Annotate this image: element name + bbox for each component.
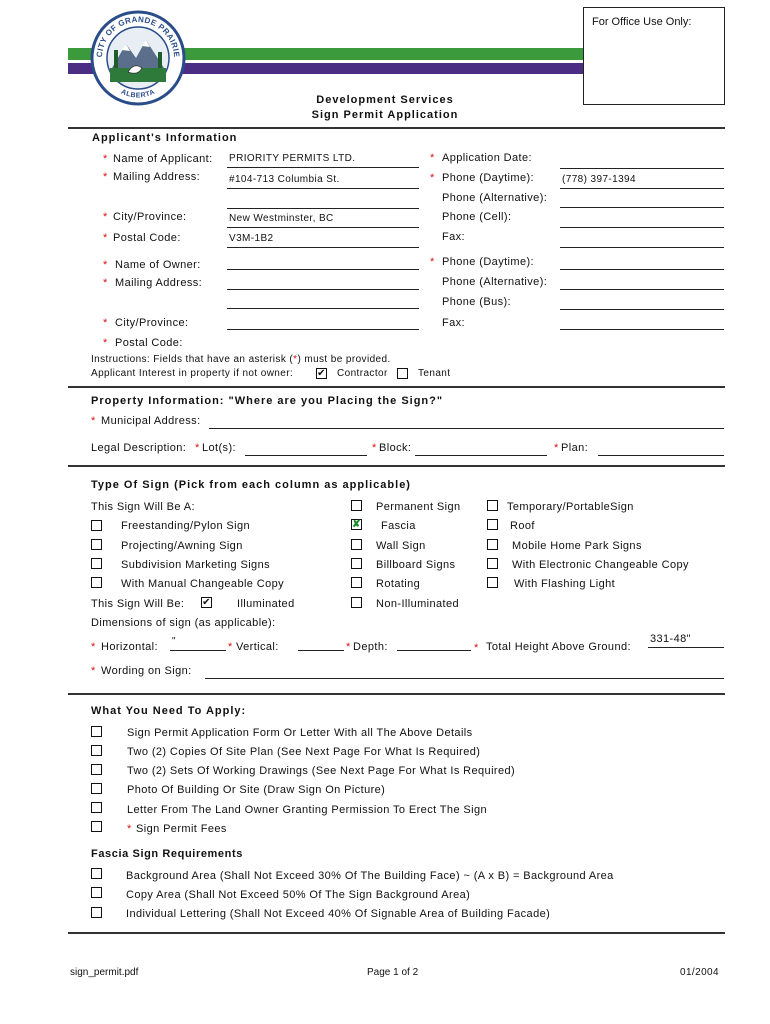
- mobile-home-checkbox[interactable]: [487, 539, 498, 550]
- apply-item: Two (2) Sets Of Working Drawings (See Next Page For What Is Required): [127, 765, 516, 777]
- postal-code-field[interactable]: V3M-1B2: [227, 233, 419, 248]
- mailing-address-field[interactable]: #104-713 Columbia St.: [227, 174, 419, 189]
- owner-postal-label: Postal Code:: [115, 337, 183, 349]
- phone-alternative-label: Phone (Alternative):: [442, 192, 548, 204]
- freestanding-label: Freestanding/Pylon Sign: [121, 520, 251, 532]
- mailing-address-label: Mailing Address:: [113, 171, 201, 183]
- instructions-asterisk: *: [293, 354, 298, 365]
- required-mark: *: [474, 642, 479, 654]
- billboard-checkbox[interactable]: [351, 558, 362, 569]
- logo-bottom-text: ALBERTA: [119, 88, 157, 100]
- required-mark: *: [127, 823, 132, 835]
- fascia-req-checkbox[interactable]: [91, 887, 102, 898]
- owner-phone-alternative-label: Phone (Alternative):: [442, 276, 548, 288]
- instructions-text-a: Instructions: Fields that have an asterisk (: [91, 354, 294, 365]
- temporary-checkbox[interactable]: [487, 500, 498, 511]
- apply-item: Letter From The Land Owner Granting Permission To Erect The Sign: [127, 804, 488, 816]
- form-title: Sign Permit Application: [311, 109, 459, 121]
- fascia-heading: Fascia Sign Requirements: [91, 848, 243, 860]
- depth-field[interactable]: [397, 636, 471, 651]
- plan-field[interactable]: [598, 441, 724, 456]
- applicant-heading: Applicant's Information: [92, 132, 238, 144]
- required-mark: *: [195, 442, 200, 454]
- owner-city-field[interactable]: [227, 315, 419, 330]
- fascia-checkbox[interactable]: ✘: [352, 519, 361, 530]
- owner-phone-daytime-field[interactable]: [560, 255, 724, 270]
- wall-sign-checkbox[interactable]: [351, 539, 362, 550]
- sign-type-heading: Type Of Sign (Pick from each column as applicable): [91, 479, 411, 491]
- tenant-label: Tenant: [418, 368, 451, 379]
- permanent-checkbox[interactable]: [351, 500, 362, 511]
- fax-field[interactable]: [560, 233, 724, 248]
- vertical-field[interactable]: [298, 636, 344, 651]
- fascia-req-item: Copy Area (Shall Not Exceed 50% Of The Sign Background Area): [126, 889, 471, 901]
- apply-item: Photo Of Building Or Site (Draw Sign On Picture): [127, 784, 386, 796]
- property-heading: Property Information: "Where are you Placing the Sign?": [91, 395, 444, 407]
- horizontal-label: Horizontal:: [101, 641, 158, 653]
- phone-alternative-field[interactable]: [560, 193, 724, 208]
- illuminated-checkbox[interactable]: ✔: [202, 597, 211, 608]
- contractor-label: Contractor: [337, 368, 388, 379]
- tenant-checkbox[interactable]: [397, 368, 408, 379]
- fascia-label: Fascia: [381, 520, 416, 532]
- logo-top-text: CITY OF GRANDE PRAIRIE: [94, 14, 182, 58]
- postal-code-label: Postal Code:: [113, 232, 181, 244]
- required-mark: *: [372, 442, 377, 454]
- owner-mailing-field-2[interactable]: [227, 294, 419, 309]
- lot-field[interactable]: [245, 441, 367, 456]
- owner-phone-bus-label: Phone (Bus):: [442, 296, 512, 308]
- owner-mailing-label: Mailing Address:: [115, 277, 203, 289]
- owner-fax-field[interactable]: [560, 315, 724, 330]
- total-height-field[interactable]: 331-48": [648, 633, 724, 648]
- mailing-address-field-2[interactable]: [227, 194, 419, 209]
- fax-label: Fax:: [442, 231, 465, 243]
- municipal-address-label: Municipal Address:: [101, 415, 201, 427]
- footer-page: Page 1 of 2: [367, 967, 419, 978]
- apply-checkbox[interactable]: [91, 783, 102, 794]
- application-date-field[interactable]: [560, 154, 724, 169]
- owner-mailing-field[interactable]: [227, 275, 419, 290]
- wording-field[interactable]: [205, 664, 724, 679]
- non-illuminated-checkbox[interactable]: [351, 597, 362, 608]
- electronic-copy-label: With Electronic Changeable Copy: [512, 559, 689, 571]
- phone-cell-field[interactable]: [560, 213, 724, 228]
- required-mark: *: [103, 211, 108, 223]
- wall-sign-label: Wall Sign: [376, 540, 426, 552]
- projecting-label: Projecting/Awning Sign: [121, 540, 243, 552]
- owner-fax-label: Fax:: [442, 317, 465, 329]
- fascia-req-item: Individual Lettering (Shall Not Exceed 40% Of Signable Area of Building Facade): [126, 908, 551, 920]
- apply-item: Two (2) Copies Of Site Plan (See Next Page For What Is Required): [127, 746, 481, 758]
- office-use-box: [583, 7, 725, 105]
- projecting-checkbox[interactable]: [91, 539, 102, 550]
- divider-4: [68, 693, 725, 695]
- roof-label: Roof: [510, 520, 535, 532]
- instructions-text-b: ) must be provided.: [297, 354, 391, 365]
- illuminated-label: Illuminated: [237, 598, 295, 610]
- required-mark: *: [103, 317, 108, 329]
- total-height-label: Total Height Above Ground:: [486, 641, 631, 653]
- manual-copy-label: With Manual Changeable Copy: [121, 578, 285, 590]
- required-mark: *: [228, 641, 233, 653]
- required-mark: *: [430, 256, 435, 268]
- fascia-req-checkbox[interactable]: [91, 868, 102, 879]
- phone-daytime-field[interactable]: (778) 397-1394: [560, 174, 724, 189]
- required-mark: *: [554, 442, 559, 454]
- wording-label: Wording on Sign:: [101, 665, 192, 677]
- name-of-owner-field[interactable]: [227, 255, 419, 270]
- required-mark: *: [346, 641, 351, 653]
- required-mark: *: [103, 337, 108, 349]
- rotating-checkbox[interactable]: [351, 577, 362, 588]
- city-province-field[interactable]: New Westminster, BC: [227, 213, 419, 228]
- required-mark: *: [103, 153, 108, 165]
- required-mark: *: [91, 641, 96, 653]
- name-of-applicant-label: Name of Applicant:: [113, 153, 213, 165]
- office-use-label: For Office Use Only:: [592, 16, 692, 28]
- roof-checkbox[interactable]: [487, 519, 498, 530]
- phone-cell-label: Phone (Cell):: [442, 211, 512, 223]
- required-mark: *: [91, 415, 96, 427]
- owner-city-label: City/Province:: [115, 317, 189, 329]
- legal-description-label: Legal Description:: [91, 442, 187, 454]
- required-mark: *: [103, 171, 108, 183]
- plan-label: Plan:: [561, 442, 589, 454]
- applicant-interest-label: Applicant Interest in property if not owner:: [91, 368, 294, 379]
- temporary-label: Temporary/PortableSign: [507, 501, 634, 513]
- mobile-home-label: Mobile Home Park Signs: [512, 540, 642, 552]
- required-mark: *: [103, 259, 108, 271]
- owner-phone-alternative-field[interactable]: [560, 275, 724, 290]
- flashing-light-label: With Flashing Light: [514, 578, 616, 590]
- apply-heading: What You Need To Apply:: [91, 705, 247, 717]
- required-mark: *: [103, 232, 108, 244]
- apply-checkbox[interactable]: [91, 745, 102, 756]
- manual-copy-checkbox[interactable]: [91, 577, 102, 588]
- contractor-checkbox[interactable]: ✔: [317, 368, 326, 379]
- name-of-owner-label: Name of Owner:: [115, 259, 201, 271]
- apply-checkbox[interactable]: [91, 764, 102, 775]
- subdivision-checkbox[interactable]: [91, 558, 102, 569]
- footer-file: sign_permit.pdf: [70, 967, 139, 978]
- flashing-light-checkbox[interactable]: [487, 577, 498, 588]
- lot-label: Lot(s):: [202, 442, 236, 454]
- owner-phone-daytime-label: Phone (Daytime):: [442, 256, 534, 268]
- apply-item: Sign Permit Fees: [136, 823, 227, 835]
- divider-3: [68, 465, 725, 467]
- dept-title: Development Services: [316, 94, 454, 106]
- electronic-copy-checkbox[interactable]: [487, 558, 498, 569]
- freestanding-checkbox[interactable]: [91, 520, 102, 531]
- footer-date: 01/2004: [680, 967, 719, 978]
- subdivision-label: Subdivision Marketing Signs: [121, 559, 270, 571]
- application-date-label: Application Date:: [442, 152, 532, 164]
- municipal-address-field[interactable]: [209, 414, 724, 429]
- depth-label: Depth:: [353, 641, 388, 653]
- owner-phone-bus-field[interactable]: [560, 295, 724, 310]
- will-be-a-label: This Sign Will Be A:: [91, 501, 195, 513]
- permanent-label: Permanent Sign: [376, 501, 461, 513]
- vertical-label: Vertical:: [236, 641, 279, 653]
- apply-checkbox[interactable]: [91, 821, 102, 832]
- non-illuminated-label: Non-Illuminated: [376, 598, 460, 610]
- divider-2: [68, 386, 725, 388]
- apply-checkbox[interactable]: [91, 802, 102, 813]
- required-mark: *: [91, 665, 96, 677]
- phone-daytime-label: Phone (Daytime):: [442, 172, 534, 184]
- required-mark: *: [430, 152, 435, 164]
- block-field[interactable]: [415, 441, 547, 456]
- block-label: Block:: [379, 442, 412, 454]
- instructions: [91, 354, 391, 365]
- divider-1: [68, 127, 725, 129]
- apply-checkbox[interactable]: [91, 726, 102, 737]
- required-mark: *: [430, 172, 435, 184]
- city-logo: [88, 6, 188, 108]
- dimensions-label: Dimensions of sign (as applicable):: [91, 617, 276, 629]
- fascia-req-checkbox[interactable]: [91, 907, 102, 918]
- name-of-applicant-field[interactable]: PRIORITY PERMITS LTD.: [227, 153, 419, 168]
- required-mark: *: [103, 277, 108, 289]
- fascia-req-item: Background Area (Shall Not Exceed 30% Of The Building Face) ~ (A x B) = Background Area: [126, 870, 614, 882]
- apply-item: Sign Permit Application Form Or Letter With all The Above Details: [127, 727, 473, 739]
- city-province-label: City/Province:: [113, 211, 187, 223]
- billboard-label: Billboard Signs: [376, 559, 456, 571]
- rotating-label: Rotating: [376, 578, 421, 590]
- will-be-label: This Sign Will Be:: [91, 598, 185, 610]
- horizontal-field[interactable]: ": [170, 636, 226, 651]
- divider-5: [68, 932, 725, 934]
